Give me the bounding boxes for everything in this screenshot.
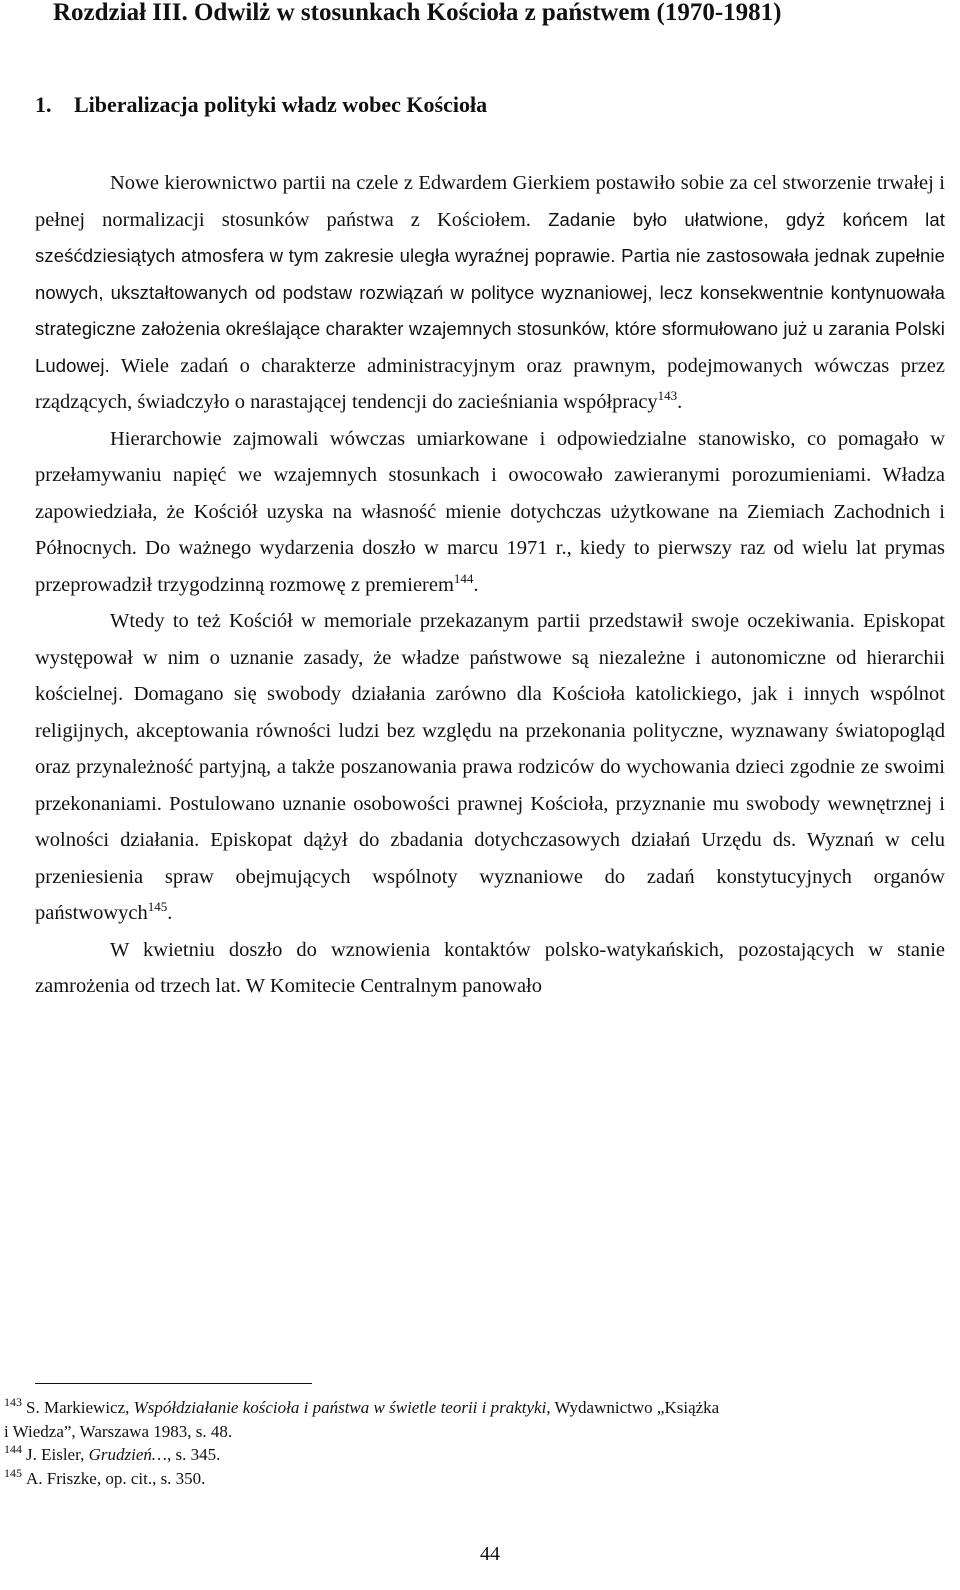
footnote-title: Grudzień… <box>88 1445 167 1464</box>
paragraph-2-end: . <box>473 573 479 596</box>
section-number: 1. <box>35 92 52 117</box>
paragraph-3-text: Wtedy to też Kościół w memoriale przekazanym partii przedstawił swoje oczekiwania. Episkopat występował w nim o uznanie zasady, że władze państwowe są niezależne i autonomiczne od hierarchii kościelnej. Domagano się swobody działania zarówno dla Kościoła katolickiego, jak i innych wspólnot religijnych, akceptowania równości ludzi bez względu na przekonania polityczne, wyznawany światopogląd oraz przynależność partyjną, a także poszanowania prawa rodziców do wychowania dzieci zgodnie ze swoimi przekonaniami. Postulowano uznanie osobowości prawnej Kościoła, przyznanie mu swobody wewnętrznej i wolności działania. Episkopat dążył do zbadania dotychczasowych działań Urzędu ds. Wyznań w celu przeniesienia spraw obejmujących wspólnoty wyznaniowe do zadań konstytucyjnych organów państwowych <box>35 610 945 924</box>
paragraph-3-end: . <box>167 902 173 924</box>
body-text <box>35 165 945 1005</box>
footnote-author: S. Markiewicz, <box>26 1398 134 1417</box>
paragraph-2-text: Hierarchowie zajmowali wówczas umiarkowane i odpowiedzialne stanowisko, co pomagało w przełamywaniu napięć we wzajemnych stosunkach i owocowało zawieranymi porozumieniami. Władza zapowiedziała, że Kościół uzyska na własność mienie dotychczas użytkowane na Ziemiach Zachodnich i Północnych. Do ważnego wydarzenia doszło w marcu 1971 r., kiedy to pierwszy raz od wielu lat prymas przeprowadził trzygodzinną rozmowę z premierem <box>35 427 945 596</box>
footnote-number: 143 <box>4 1395 22 1410</box>
footnote-ref-143[interactable]: 143 <box>657 388 678 404</box>
section-heading <box>35 90 915 120</box>
footnote-author: J. Eisler, <box>26 1445 89 1464</box>
footnote-title: Współdziałanie kościoła i państwa w świetle teorii i praktyki <box>133 1398 547 1417</box>
paragraph-1-sans-text: Zadanie było ułatwione, gdyż końcem lat sześćdziesiątych atmosfera w tym zakresie uległa wyraźnej poprawie. Partia nie zastosowała jednak zupełnie nowych, ukształtowanych od podstaw rozwiązań w polityce wyznaniowej, lecz konsekwentnie kontynuowała strategiczne założenia określające charakter wzajemnych stosunków, które sformułowano już u zarania Polski Ludowej. <box>35 208 945 376</box>
footnote-number: 145 <box>4 1465 22 1480</box>
footnote-number: 144 <box>4 1442 22 1457</box>
footnote-145 <box>4 1467 944 1491</box>
chapter-title: Rozdział III. Odwilż w stosunkach Kościoła z państwem (1970-1981) <box>53 0 782 26</box>
footnote-ref-144[interactable]: 144 <box>453 570 474 586</box>
paragraph-2 <box>35 421 945 604</box>
paragraph-3 <box>35 603 945 932</box>
paragraph-1-text-b: Wiele zadań o charakterze administracyjnym oraz prawnym, podejmowanych wówczas przez rządzących, świadczyło o narastającej tendencji do zacieśniania współpracy <box>35 354 945 413</box>
footnote-144 <box>4 1443 944 1467</box>
paragraph-1-text-a: Nowe kierownictwo partii na czele z Edwardem Gierkiem postawiło sobie za cel stworzenie trwałej i pełnej normalizacji stosunków państwa z Kościołem. <box>35 172 945 231</box>
footnote-ref-145[interactable]: 145 <box>147 899 168 915</box>
footnote-143 <box>4 1396 944 1443</box>
footnote-rest: , s. 345. <box>167 1445 221 1464</box>
footnote-author: A. Friszke, op. cit., s. 350. <box>26 1468 206 1488</box>
paragraph-1-end: . <box>677 391 683 413</box>
paragraph-4 <box>35 932 945 1005</box>
footnotes <box>4 1396 944 1490</box>
footnote-continuation: i Wiedza”, Warszawa 1983, s. 48. <box>4 1421 233 1441</box>
paragraph-4-text: W kwietniu doszło do wznowienia kontaktów polsko-watykańskich, pozostających w stanie zamrożenia od trzech lat. W Komitecie Centralnym panowało <box>35 938 945 997</box>
section-title: Liberalizacja polityki władz wobec Kościoła <box>74 92 488 117</box>
paragraph-1 <box>35 165 945 421</box>
page-number: 44 <box>480 1543 500 1565</box>
footnote-rest: , Wydawnictwo „Książka <box>546 1398 720 1417</box>
footnote-separator <box>35 1383 312 1384</box>
